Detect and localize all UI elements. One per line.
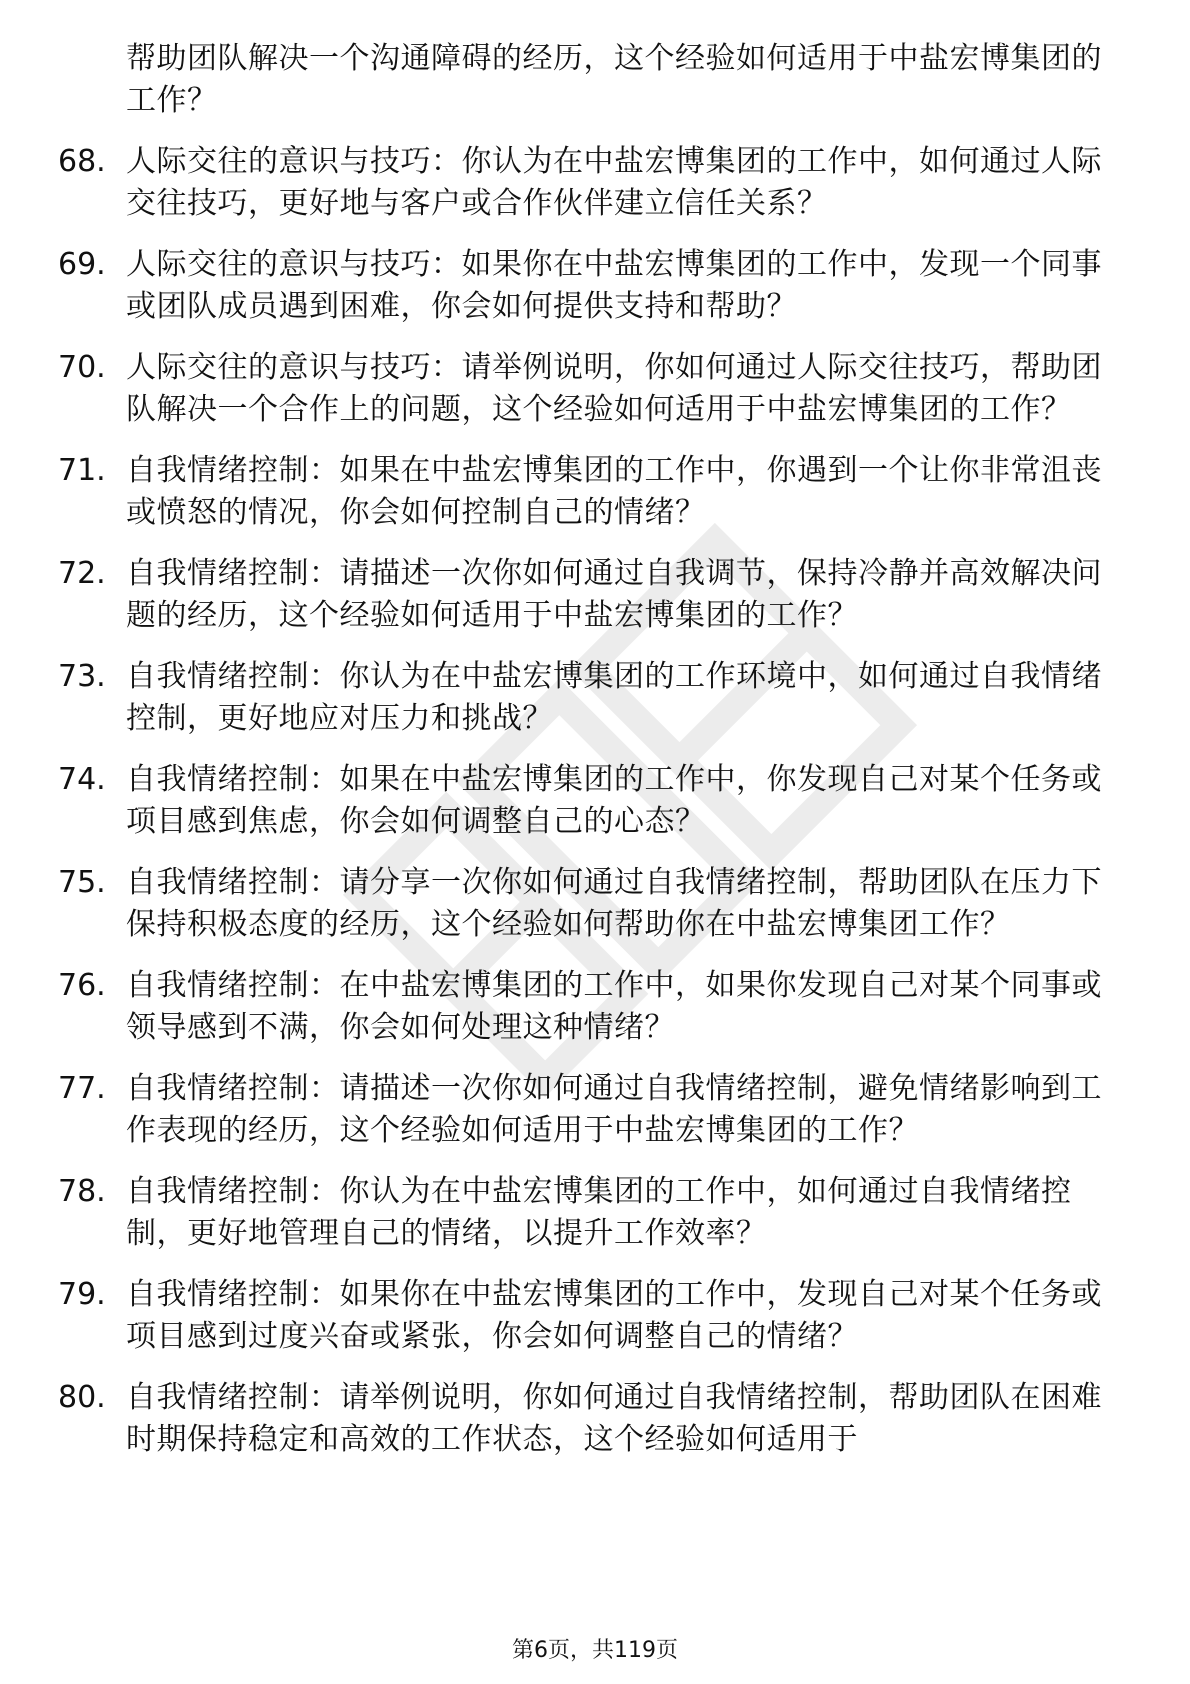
item-number: 78.	[58, 1174, 106, 1209]
item-text: 人际交往的意识与技巧：请举例说明，你如何通过人际交往技巧，帮助团队解决一个合作上的问题，这个经验如何适用于中盐宏博集团的工作？	[126, 350, 1102, 427]
item-number: 72.	[58, 556, 106, 591]
list-item	[58, 1377, 1118, 1461]
item-number: 73.	[58, 659, 106, 694]
list-item	[58, 347, 1118, 431]
list-item	[58, 1171, 1118, 1255]
item-number: 74.	[58, 762, 106, 797]
item-number: 75.	[58, 865, 106, 900]
list-item	[58, 553, 1118, 637]
item-text: 人际交往的意识与技巧：你认为在中盐宏博集团的工作中，如何通过人际交往技巧，更好地与客户或合作伙伴建立信任关系？	[126, 144, 1102, 221]
item-text: 自我情绪控制：请描述一次你如何通过自我调节，保持冷静并高效解决问题的经历，这个经验如何适用于中盐宏博集团的工作？	[126, 556, 1102, 633]
item-number: 71.	[58, 453, 106, 488]
item-number: 77.	[58, 1071, 106, 1106]
list-item	[58, 1068, 1118, 1152]
list-item	[58, 244, 1118, 328]
item-text: 自我情绪控制：请举例说明，你如何通过自我情绪控制，帮助团队在困难时期保持稳定和高效的工作状态，这个经验如何适用于	[126, 1380, 1102, 1457]
item-text: 自我情绪控制：你认为在中盐宏博集团的工作中，如何通过自我情绪控制，更好地管理自己的情绪，以提升工作效率？	[126, 1174, 1072, 1251]
item-text: 自我情绪控制：在中盐宏博集团的工作中，如果你发现自己对某个同事或领导感到不满，你会如何处理这种情绪？	[126, 968, 1102, 1045]
continuation-paragraph	[58, 38, 1118, 122]
item-text: 自我情绪控制：请描述一次你如何通过自我情绪控制，避免情绪影响到工作表现的经历，这个经验如何适用于中盐宏博集团的工作？	[126, 1071, 1102, 1148]
item-text: 自我情绪控制：如果在中盐宏博集团的工作中，你发现自己对某个任务或项目感到焦虑，你会如何调整自己的心态？	[126, 762, 1102, 839]
question-list	[58, 38, 1118, 1480]
list-item	[58, 862, 1118, 946]
item-text: 自我情绪控制：请分享一次你如何通过自我情绪控制，帮助团队在压力下保持积极态度的经历，这个经验如何帮助你在中盐宏博集团工作？	[126, 865, 1102, 942]
item-number: 69.	[58, 247, 106, 282]
continuation-text: 帮助团队解决一个沟通障碍的经历，这个经验如何适用于中盐宏博集团的工作？	[126, 41, 1102, 118]
item-text: 自我情绪控制：你认为在中盐宏博集团的工作环境中，如何通过自我情绪控制，更好地应对压力和挑战？	[126, 659, 1102, 736]
item-number: 68.	[58, 144, 106, 179]
item-text: 人际交往的意识与技巧：如果你在中盐宏博集团的工作中，发现一个同事或团队成员遇到困难，你会如何提供支持和帮助？	[126, 247, 1102, 324]
page-footer: 第6页，共119页	[512, 1638, 678, 1663]
list-item	[58, 759, 1118, 843]
item-number: 80.	[58, 1380, 106, 1415]
item-number: 70.	[58, 350, 106, 385]
item-number: 79.	[58, 1277, 106, 1312]
list-item	[58, 450, 1118, 534]
list-item	[58, 141, 1118, 225]
item-text: 自我情绪控制：如果你在中盐宏博集团的工作中，发现自己对某个任务或项目感到过度兴奋或紧张，你会如何调整自己的情绪？	[126, 1277, 1102, 1354]
list-item	[58, 656, 1118, 740]
item-text: 自我情绪控制：如果在中盐宏博集团的工作中，你遇到一个让你非常沮丧或愤怒的情况，你会如何控制自己的情绪？	[126, 453, 1102, 530]
list-item	[58, 1274, 1118, 1358]
item-number: 76.	[58, 968, 106, 1003]
list-item	[58, 965, 1118, 1049]
